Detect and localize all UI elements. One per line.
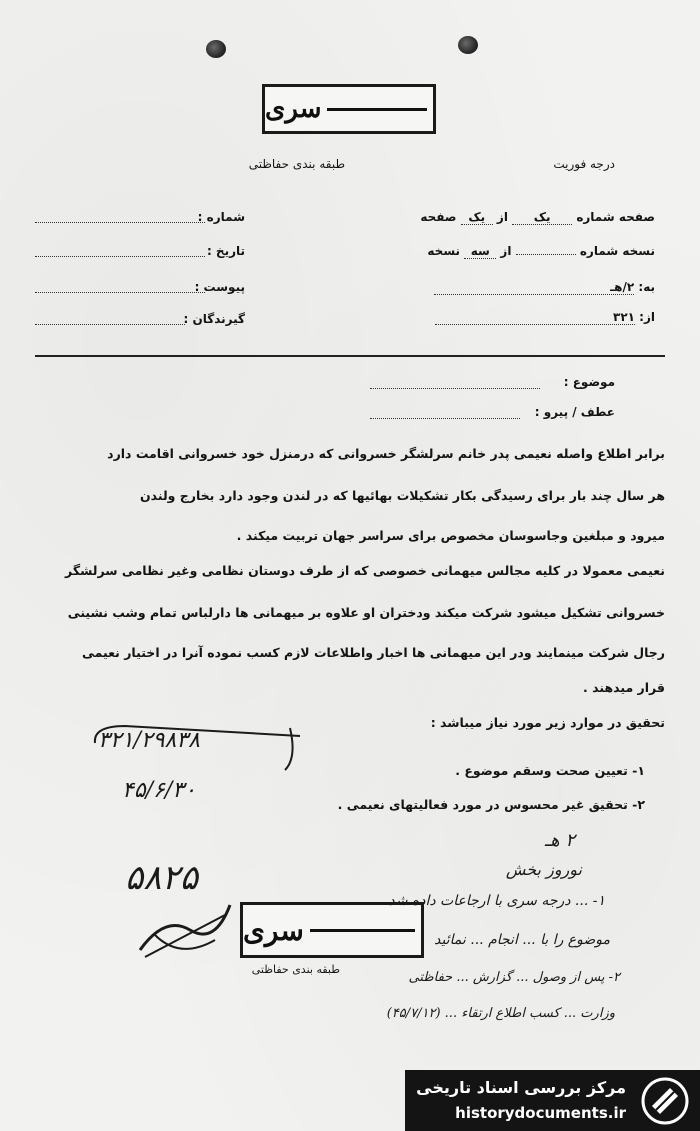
- handwritten-note-6: وزارت ... کسب اطلاع ارتقاء ... (۴۵/۷/۱۲): [386, 1006, 615, 1021]
- handwritten-note-1: ۲ هـ: [544, 830, 575, 851]
- handwritten-number-left: ۵۸۲۵: [125, 858, 199, 898]
- date-label: تاریخ :: [206, 244, 245, 258]
- from-field: از: ۳۲۱: [435, 310, 655, 325]
- punch-hole-right: [458, 36, 478, 54]
- subject-label: موضوع :: [563, 375, 615, 389]
- classification-label-top: طبقه بندی حفاظتی: [248, 157, 345, 171]
- investigation-intro: تحقیق در موارد زیر مورد نیاز میباشد :: [430, 715, 665, 730]
- attachment-line: [35, 292, 205, 293]
- priority-label: درجه فوریت: [553, 157, 615, 171]
- to-field: به: ۲/هـ: [434, 280, 655, 295]
- body-line-2: هر سال چند بار برای رسیدگی بکار تشکیلات بهائیها که در لندن وجود دارد بخارج ولندن: [139, 488, 665, 503]
- classification-label-bottom: طبقه بندی حفاظتی: [251, 963, 340, 976]
- recipients-label: گیرندگان :: [183, 312, 245, 326]
- reference-line: [370, 418, 520, 419]
- recipients-line: [35, 324, 185, 325]
- copy-number-field: نسخه شماره از سه نسخه: [427, 244, 655, 258]
- page-number-field: صفحه شماره یک از یک صفحه: [420, 210, 655, 224]
- stamp-bottom-text: سری: [243, 913, 304, 947]
- stamp-top-text: سری: [265, 94, 322, 124]
- scribble-mark: [135, 895, 235, 965]
- investigation-item-2: ۲- تحقیق غیر محسوس در مورد فعالیتهای نعیمی .: [337, 797, 645, 812]
- watermark-url: historydocuments.ir: [455, 1104, 626, 1122]
- body-line-7: قرار میدهند .: [583, 680, 665, 695]
- attachment-label: پیوست :: [194, 280, 245, 294]
- body-line-4: نعیمی معمولا در کلیه مجالس میهمانی خصوصی که از طرف دوستان نظامی وغیر نظامی سرلشگر: [65, 563, 665, 578]
- body-line-6: رجال شرکت مینمایند ودر این میهمانی ها اخبار واطلاعات لازم کسب نموده آنرا در اختیار نعیمی: [81, 645, 665, 660]
- reference-label: عطف / پیرو :: [534, 405, 615, 419]
- watermark-bar: [405, 1070, 700, 1131]
- number-label: شماره :: [197, 210, 245, 224]
- date-line: [35, 256, 205, 257]
- handwritten-note-4: موضوع را با ... انجام ... نمائید: [434, 932, 610, 948]
- investigation-item-1: ۱- تعیین صحت وسقم موضوع .: [455, 763, 645, 778]
- punch-hole-left: [206, 40, 226, 58]
- body-line-5: خسروانی تشکیل میشود شرکت میکند ودختران او علاوه بر میهمانی ها دارلباس تمام وشب نشینی: [67, 605, 665, 620]
- handwritten-ref-number: ۳۲۱/۲۹۸۳۸: [98, 728, 200, 753]
- archive-logo-icon: [640, 1076, 690, 1126]
- header-divider: [35, 355, 665, 357]
- body-line-1: برابر اطلاع واصله نعیمی پدر خانم سرلشگر خسروانی که درمنزل خود خسروانی اقامت دارد: [107, 446, 665, 461]
- handwritten-note-5: ۲- پس از وصول ... گزارش ... حفاظتی: [408, 970, 620, 985]
- watermark-title: مرکز بررسی اسناد تاریخی: [416, 1078, 626, 1097]
- number-line: [35, 222, 205, 223]
- handwritten-ref-date: ۴۵/۶/۳۰: [122, 778, 196, 803]
- subject-line: [370, 388, 540, 389]
- body-line-3: میرود و مبلغین وجاسوسان مخصوص برای سراسر جهان تربیت میکند .: [236, 528, 665, 543]
- handwritten-note-3: ۱- ... درجه سری با ارجاعات داده شد: [388, 893, 605, 909]
- secret-stamp-top: [262, 84, 436, 134]
- secret-stamp-bottom: [240, 902, 424, 958]
- handwritten-note-2: نوروز بخش: [505, 860, 582, 879]
